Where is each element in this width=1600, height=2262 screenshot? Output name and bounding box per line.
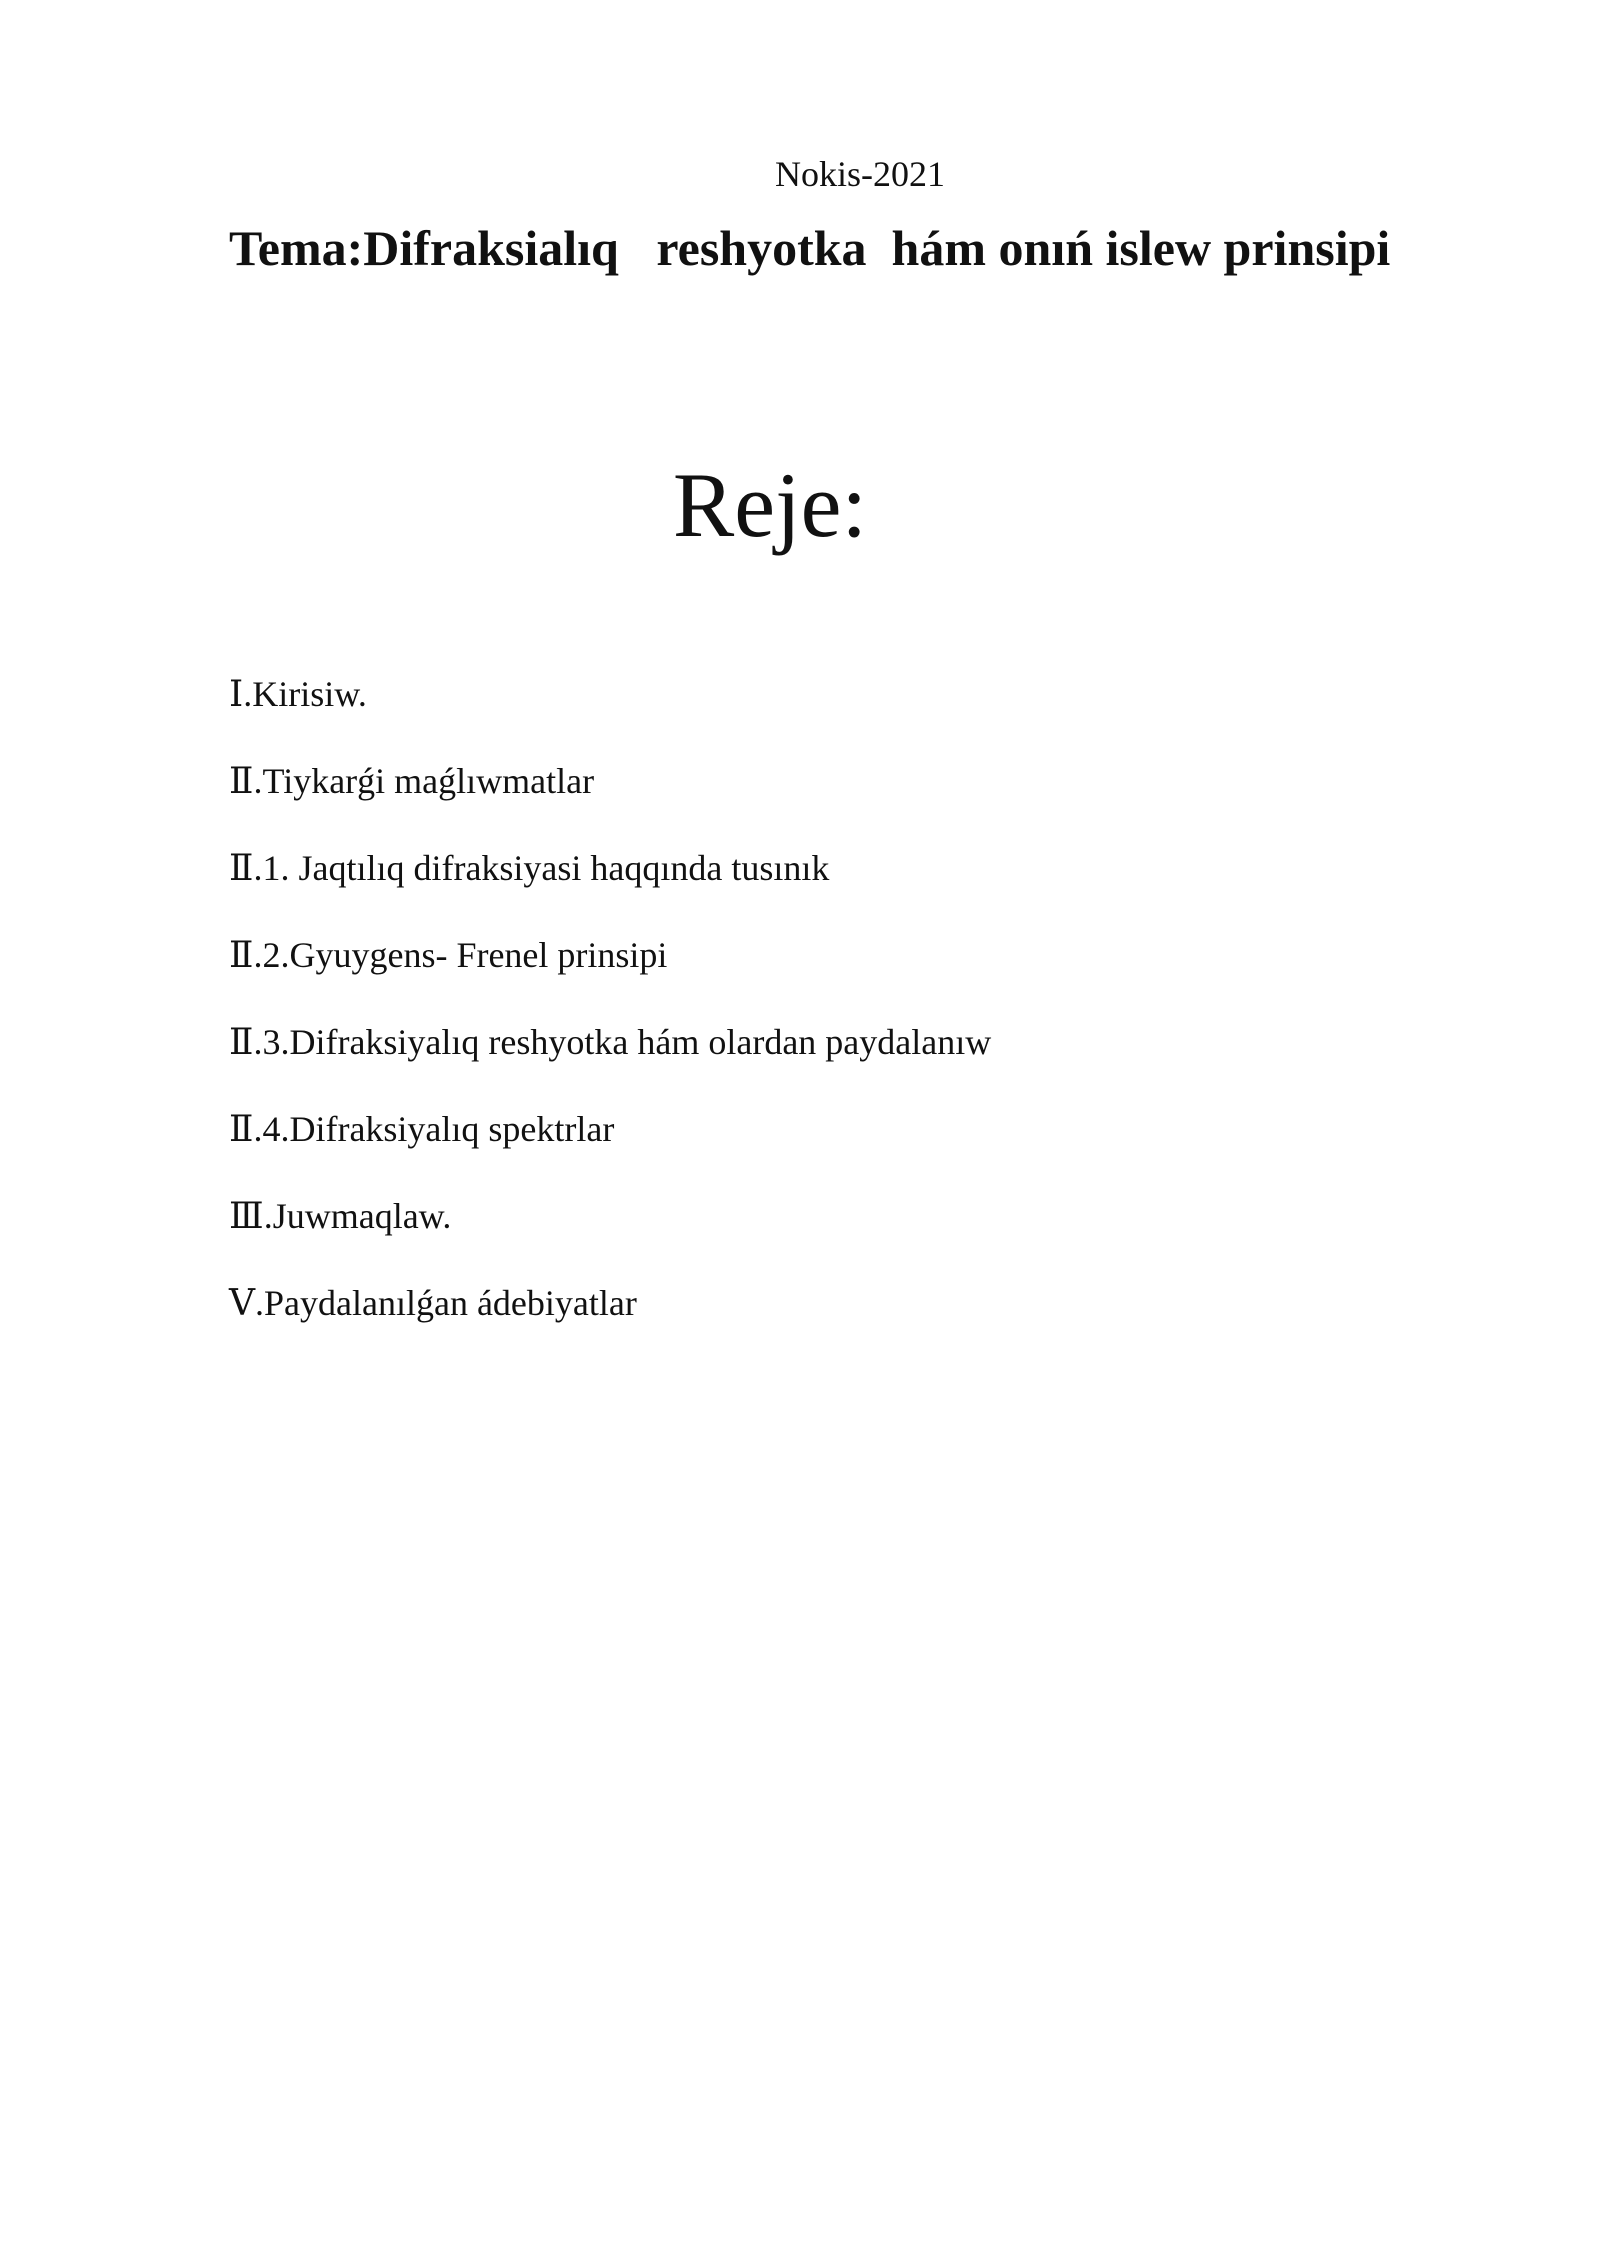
plan-item-references: Ⅴ.Paydalanılǵan ádebiyatlar xyxy=(229,1283,637,1323)
plan-heading: Reje: xyxy=(672,454,868,556)
plan-item-main-information: Ⅱ.Tiykarǵi maǵlıwmatlar xyxy=(229,761,595,801)
plan-item-conclusion: Ⅲ.Juwmaqlaw. xyxy=(229,1196,452,1236)
city-year-line: Nokis-2021 xyxy=(775,154,945,194)
topic-title: Tema:Difraksialıq reshyotka hám onıń islew prinsipi xyxy=(229,220,1391,276)
plan-item-huygens-fresnel: Ⅱ.2.Gyuygens- Frenel prinsipi xyxy=(229,935,668,975)
plan-item-introduction: Ⅰ.Kirisiw. xyxy=(229,674,367,714)
plan-item-diffraction-spectra: Ⅱ.4.Difraksiyalıq spektrlar xyxy=(229,1109,615,1149)
plan-list xyxy=(229,672,1429,1368)
plan-item-light-diffraction: Ⅱ.1. Jaqtılıq difraksiyasi haqqında tusınık xyxy=(229,848,830,888)
plan-item-diffraction-grating: Ⅱ.3.Difraksiyalıq reshyotka hám olardan paydalanıw xyxy=(229,1022,992,1062)
